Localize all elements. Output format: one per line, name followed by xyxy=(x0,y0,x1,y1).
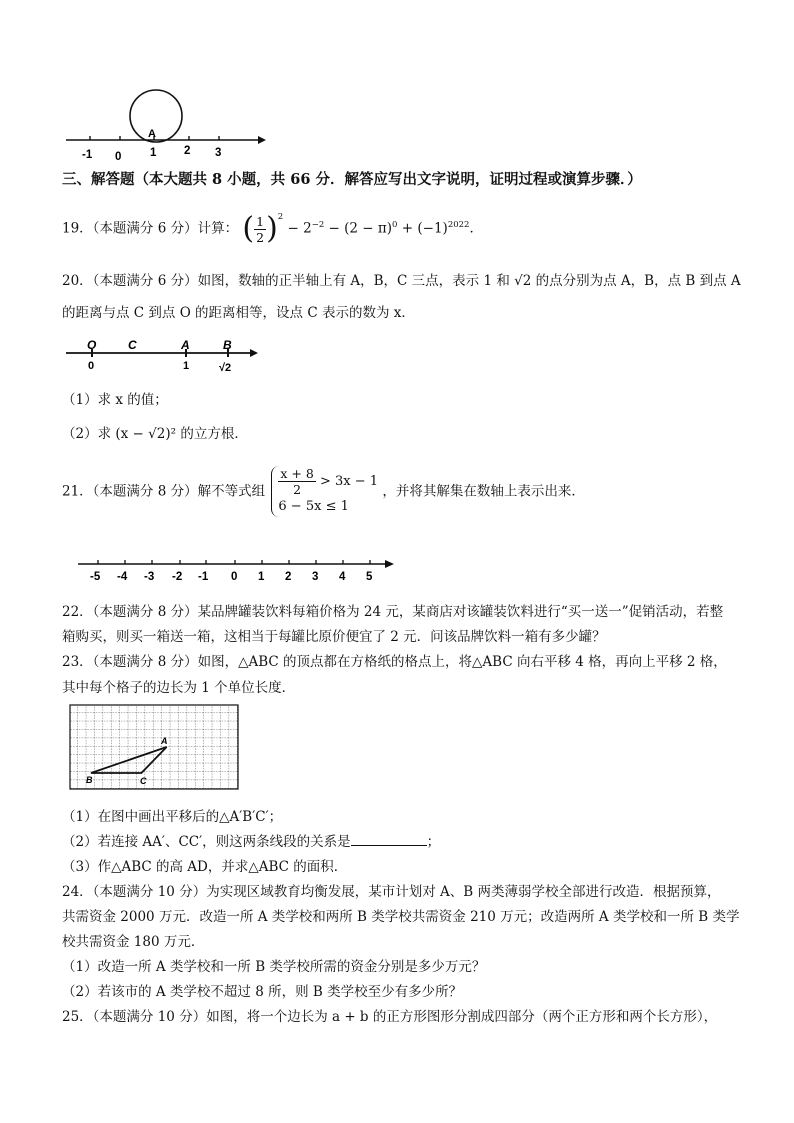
figure-circle-number-line xyxy=(62,88,267,166)
tick-label: 0 xyxy=(115,151,122,163)
q19-term: − 2 xyxy=(287,220,312,237)
rolling-circle xyxy=(130,90,182,142)
label-b: B xyxy=(223,338,232,352)
question-21 xyxy=(62,466,585,517)
tick-label: 2 xyxy=(184,145,191,157)
q24-line2: 共需资金 2000 万元．改造一所 A 类学校和两所 B 类学校共需资金 210 万元；改造两所 A 类学校和一所 B 类学 xyxy=(62,909,740,925)
numerator: 1 xyxy=(256,213,265,229)
vertex-label-a: A xyxy=(161,736,168,746)
question-19 xyxy=(62,208,483,246)
figure-q20-number-line xyxy=(64,336,260,378)
tick-label: 3 xyxy=(312,571,319,583)
label-root2: √2 xyxy=(219,362,232,374)
q19-prefix: 19．（本题满分 6 分）计算： xyxy=(62,220,239,237)
exponent: 2 xyxy=(277,212,284,222)
tick-label: -4 xyxy=(117,571,128,583)
tick-label: 1 xyxy=(258,571,265,583)
q21-prefix: 21．（本题满分 8 分）解不等式组 xyxy=(62,483,266,500)
inequality-1 xyxy=(278,466,378,497)
q24-line1: 24．（本题满分 10 分）为实现区域教育均衡发展，某市计划对 A、B 两类薄弱学校全部进行改造．根据预算， xyxy=(62,884,721,900)
q21-fraction xyxy=(278,466,315,497)
q23-sub2-text: （2）若连接 AA′、CC′，则这两条线段的关系是 xyxy=(62,834,351,850)
exponent: −2 xyxy=(311,220,325,230)
vertex-label-b: B xyxy=(86,775,93,785)
arrow-head xyxy=(250,349,258,357)
q19-end: ． xyxy=(469,220,483,237)
q20-line1: 20．（本题满分 6 分）如图，数轴的正半轴上有 A，B，C 三点，表示 1 和 √2 的点分别为点 A，B，点 B 到点 A xyxy=(62,273,741,289)
q19-term: + (−1) xyxy=(397,220,448,237)
numerator: x + 8 xyxy=(280,466,314,481)
vertex-label-c: C xyxy=(140,776,147,786)
inequality-system xyxy=(271,466,378,517)
tick-label: -3 xyxy=(144,571,155,583)
exponent: 0 xyxy=(392,220,398,230)
q20-line2: 的距离与点 C 到点 O 的距离相等，设点 C 表示的数为 x． xyxy=(62,305,415,321)
figure-q23-grid xyxy=(69,704,241,792)
q23-sub3: （3）作△ABC 的高 AD，并求△ABC 的面积． xyxy=(62,859,348,875)
tick-label: 3 xyxy=(215,147,222,159)
denominator: 2 xyxy=(293,482,302,497)
tick-label: 4 xyxy=(339,571,346,583)
inequality-2: 6 − 5x ≤ 1 xyxy=(278,499,349,514)
tick-label: 0 xyxy=(231,571,238,583)
q19-fraction xyxy=(254,214,266,245)
figure-q21-number-line xyxy=(76,556,398,588)
left-paren: ( xyxy=(242,211,255,246)
label-c: C xyxy=(128,338,137,352)
q22-line1: 22．（本题满分 8 分）某品牌罐装饮料每箱价格为 24 元，某商店对该罐装饮料进行“买一送一”促销活动，若整 xyxy=(62,604,724,620)
section-heading: 三、解答题（本大题共 8 小题，共 66 分．解答应写出文字说明，证明过程或演算步骤．） xyxy=(62,171,642,188)
q23-sub2-end: ； xyxy=(426,834,441,850)
denominator: 2 xyxy=(256,229,265,245)
tick-label: 1 xyxy=(150,147,157,159)
answer-blank[interactable] xyxy=(351,833,427,846)
q24-sub1: （1）改造一所 A 类学校和一所 B 类学校所需的资金分别是多少万元？ xyxy=(62,959,486,975)
q23-sub1: （1）在图中画出平移后的△A′B′C′； xyxy=(62,809,283,825)
q23-sub2 xyxy=(62,833,440,851)
grid-paper xyxy=(70,705,238,789)
tick-label: 5 xyxy=(366,571,373,583)
tick-label: 2 xyxy=(285,571,292,583)
right-paren: ) xyxy=(266,211,278,246)
tick-label: -5 xyxy=(90,571,101,583)
label-o: O xyxy=(87,338,97,352)
q24-sub2: （2）若该市的 A 类学校不超过 8 所，则 B 类学校至少有多少所？ xyxy=(62,984,463,1000)
inequality-1-rest: > 3x − 1 xyxy=(319,474,379,489)
q20-sub1: （1）求 x 的值； xyxy=(62,392,168,408)
arrow-head xyxy=(258,136,266,144)
q24-line3: 校共需资金 180 万元． xyxy=(62,934,205,950)
tick-label: -2 xyxy=(172,571,183,583)
q25-line1: 25．（本题满分 10 分）如图，将一个边长为 a + b 的正方形图形分割成四部分（两个正方形和两个长方形）， xyxy=(62,1009,718,1025)
q22-line2: 箱购买，则买一箱送一箱，这相当于每罐比原价便宜了 2 元．问该品牌饮料一箱有多少罐？ xyxy=(62,629,606,645)
label-one: 1 xyxy=(183,360,190,372)
arrow-head xyxy=(385,560,394,568)
exponent: 2022 xyxy=(447,220,470,230)
tick-label: -1 xyxy=(82,149,93,161)
q23-line1: 23．（本题满分 8 分）如图，△ABC 的顶点都在方格纸的格点上，将△ABC 向右平移 4 格，再向上平移 2 格， xyxy=(62,654,727,670)
point-label-a: A xyxy=(148,128,156,140)
q20-sub2: （2）求 (x − √2)² 的立方根． xyxy=(62,426,248,442)
label-zero: 0 xyxy=(88,360,95,372)
label-a: A xyxy=(181,338,190,352)
q19-term: − (2 − π) xyxy=(328,220,393,237)
tick-label: -1 xyxy=(198,571,209,583)
q23-line2: 其中每个格子的边长为 1 个单位长度． xyxy=(62,680,296,696)
q21-suffix: ，并将其解集在数轴上表示出来． xyxy=(382,483,585,500)
